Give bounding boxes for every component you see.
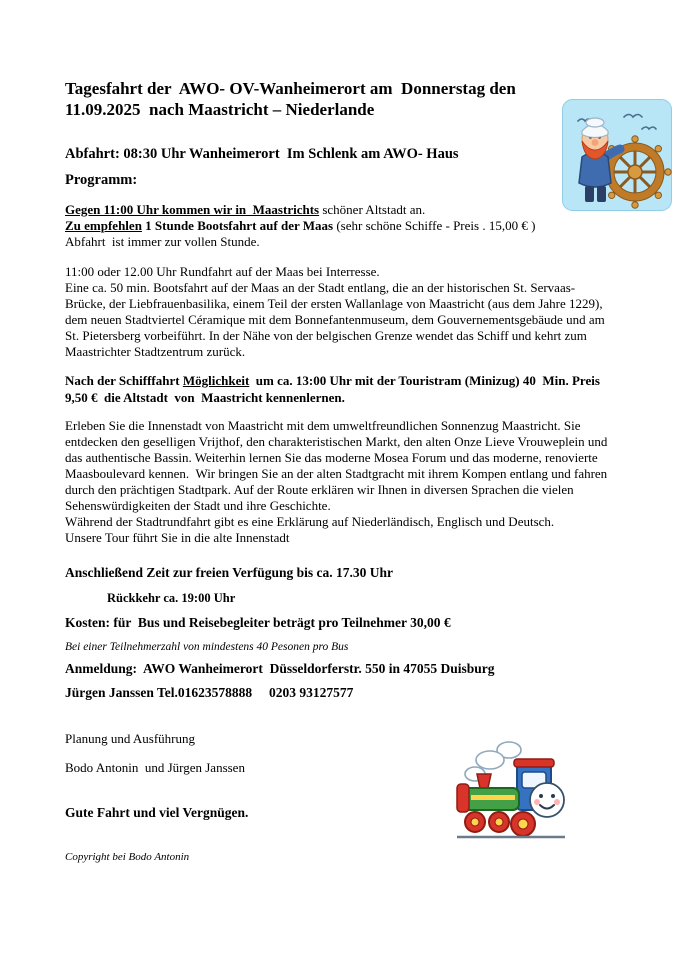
farewell-line: Gute Fahrt und viel Vergnügen.: [65, 805, 249, 820]
cartoon-train-icon: [455, 738, 567, 842]
departure-line: Abfahrt: 08:30 Uhr Wanheimerort Im Schlenk am AWO- Haus: [65, 146, 459, 162]
city-tour-paragraph: Erleben Sie die Innenstadt von Maastricht mit dem umweltfreundlichen Sonnenzug Maastricht. Sie entdecken den geselligen Vrijthof, den charakteristischen Markt, den alten Onze Lieve Vrouweplein und das authentische Bassin. Weiterhin lernen Sie das moderne Mosea Forum und das moderne, renovierte Maasboulevard kennen. Wir bringen Sie an der alten Stadtgracht mit ihrem Kompen entlang und fahren durch den prächtigen Stadtpark. Auf der Route erklären wir Ihnen in diversen Sprachen die vielen Sehenswürdigkeiten der Stadt und ihre Geschichte.: [65, 418, 611, 513]
free-time-line: Anschließend Zeit zur freien Verfügung bis ca. 17.30 Uhr: [65, 565, 394, 580]
organizers-line: Bodo Antonin und Jürgen Janssen: [65, 760, 245, 775]
hourly-departure-note: Abfahrt ist immer zur vollen Stunde.: [65, 234, 260, 249]
planning-heading: Planung und Ausführung: [65, 731, 195, 746]
arrival-line: [65, 202, 613, 218]
arrival-rest-text: schöner Altstadt an.: [319, 202, 426, 217]
tram-underlined-text: Möglichkeit: [182, 373, 250, 388]
return-time-line: Rückkehr ca. 19:00 Uhr: [107, 591, 236, 605]
recommendation-rest-text: (sehr schöne Schiffe - Preis . 15,00 € ): [333, 218, 536, 233]
boat-tour-paragraph: Eine ca. 50 min. Bootsfahrt auf der Maas an der Stadt entlang, die an der historischen St. Servaas-Brücke, der Liebfrauenbasilika, einem Teil der ersten Wallanlage von Maastricht (aus dem Jahre 1229), dem neuen Stadtviertel Céramique mit dem Bonnefantenmuseum, dem Gouvernementsgebäude und am St. Pietersberg vorbeiführt. In der Nähe von der belgischen Grenze wendet das Schiff und kehrt zum Maastrichter Stadtzentrum zurück.: [65, 280, 608, 359]
recommendation-line: [65, 218, 613, 234]
roundtrip-line: 11:00 oder 12.00 Uhr Rundfahrt auf der Maas bei Interresse.: [65, 264, 380, 279]
program-heading: Programm:: [65, 172, 138, 188]
language-note: Während der Stadtrundfahrt gibt es eine Erklärung auf Niederländisch, Englisch und Deutsch.: [65, 514, 555, 529]
tram-bold-before-text: Nach der Schifffahrt: [65, 373, 183, 388]
innercity-note: Unsere Tour führt Sie in die alte Innenstadt: [65, 530, 290, 545]
recommendation-underlined-text: Zu empfehlen: [65, 218, 142, 233]
registration-line: Anmeldung: AWO Wanheimerort Düsseldorferstr. 550 in 47055 Duisburg: [65, 661, 495, 676]
cost-line: Kosten: für Bus und Reisebegleiter beträgt pro Teilnehmer 30,00 €: [65, 615, 451, 630]
recommendation-bold-text: 1 Stunde Bootsfahrt auf der Maas: [141, 218, 334, 233]
contact-line: Jürgen Janssen Tel.01623578888 0203 93127577: [65, 685, 354, 700]
copyright-line: Copyright bei Bodo Antonin: [65, 851, 190, 863]
arrival-bold-text: Gegen 11:00 Uhr kommen wir in Maastrichts: [65, 202, 320, 217]
min-participants-note: Bei einer Teilnehmerzahl von mindestens 40 Pesonen pro Bus: [65, 641, 349, 653]
sailor-with-ship-wheel-icon: [562, 99, 672, 211]
page-title: Tagesfahrt der AWO- OV-Wanheimerort am Donnerstag den 11.09.2025 nach Maastricht – Niederlande: [65, 79, 521, 119]
tram-bold-after-text: um ca. 13:00 Uhr mit der Touristram (Minizug) 40 Min. Preis 9,50 € die Altstadt von Maastricht kennenlernen.: [65, 373, 604, 405]
tram-paragraph: [65, 372, 613, 406]
